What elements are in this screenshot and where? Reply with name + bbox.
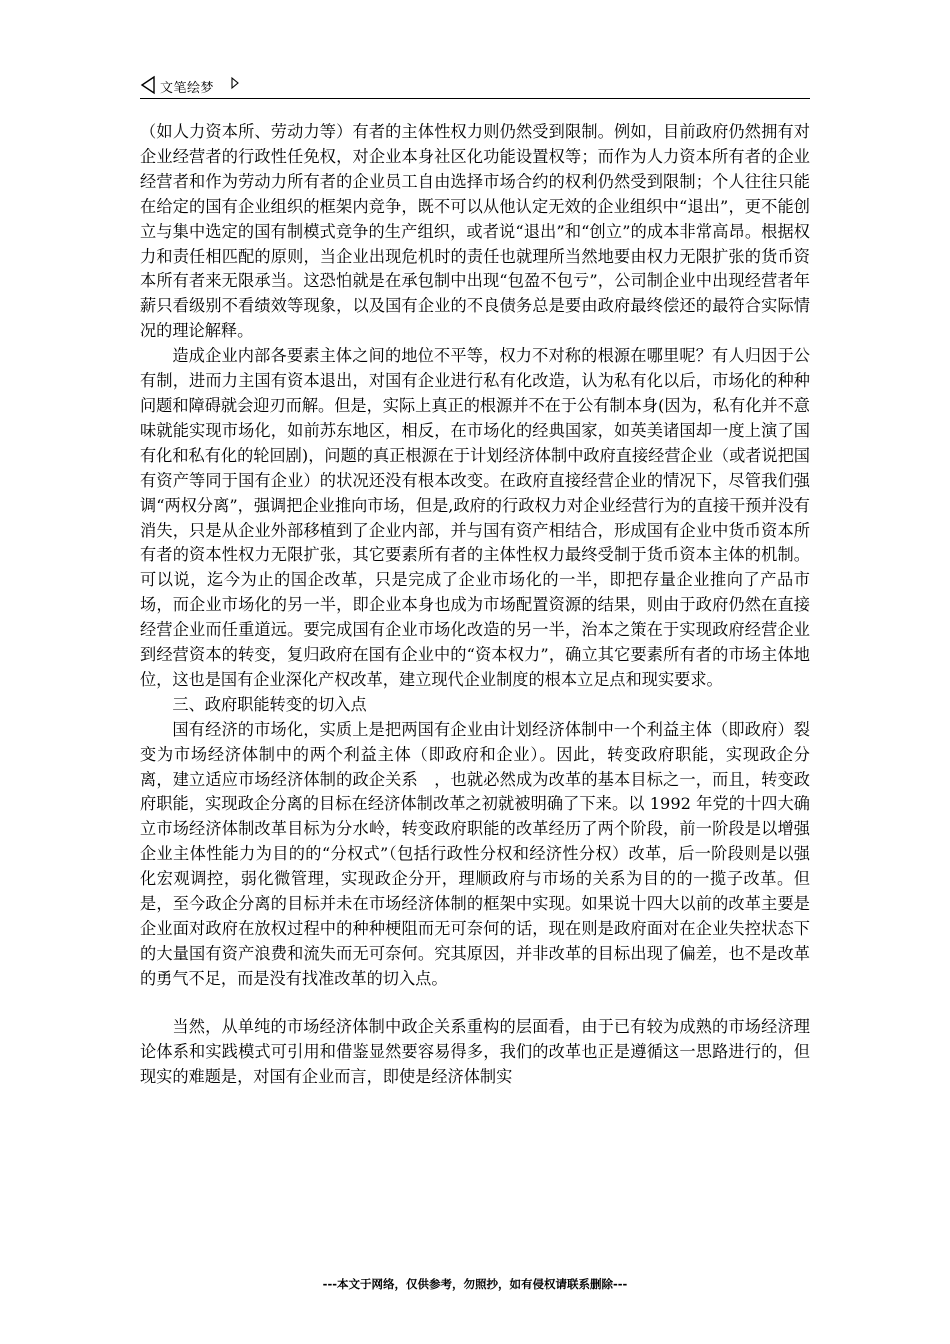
triangle-left-icon: [140, 75, 156, 95]
paragraph-2: 造成企业内部各要素主体之间的地位不平等，权力不对称的根源在哪里呢？有人归因于公有制，进而力主国有资本退出，对国有企业进行私有化改造，认为私有化以后，市场化的种种问题和障碍就会迎刃而解。但是，实际上真正的根源并不在于公有制本身(因为，私有化并不意味就能实现市场化，如前苏东地区，相反，在市场化的经典国家，如英美诸国却一度上演了国有化和私有化的轮回剧)，问题的真正根源在于计划经济体制中政府直接经营企业（或者说把国有资产等同于国有企业）的状况还没有根本改变。在政府直接经营企业的情况下，尽管我们强调“两权分离”，强调把企业推向市场，但是,政府的行政权力对企业经营行为的直接干预并没有消失，只是从企业外部移植到了企业内部，并与国有资产相结合，形成国有企业中货币资本所有者的资本性权力无限扩张，其它要素所有者的主体性权力最终受制于货币资本主体的机制。可以说，迄今为止的国企改革，只是完成了企业市场化的一半，即把存量企业推向了产品市场，而企业市场化的另一半，即企业本身也成为市场配置资源的结果，则由于政府仍然在直接经营企业而任重道远。要完成国有企业市场化改造的另一半，治本之策在于实现政府经营企业到经营资本的转变，复归政府在国有企业中的“资本权力”，确立其它要素所有者的市场主体地位，这也是国有企业深化产权改革，建立现代企业制度的根本立足点和现实要求。: [140, 346, 810, 689]
paragraph-3: 国有经济的市场化，实质上是把两国有企业由计划经济体制中一个利益主体（即政府）裂变为市场经济体制中的两个利益主体（即政府和企业）。因此，转变政府职能，实现政企分离，建立适应市场经济体制的政企关系 ，也就必然成为改革的基本目标之一，而且，转变政府职能，实现政企分离的目标在经济体制改革之初就被明确了下来。以 1992 年党的十四大确立市场经济体制改革目标为分水岭，转变政府职能的改革经历了两个阶段，前一阶段是以增强企业主体性能力为目的的“分权式”（包括行政性分权和经济性分权）改革，后一阶段则是以强化宏观调控，弱化微管理，实现政企分开，理顺政府与市场的关系为目的的一揽子改革。但是，至今政企分离的目标并未在市场经济体制的框架中实现。如果说十四大以前的改革主要是企业面对政府在放权过程中的种种梗阻而无可奈何的话，现在则是政府面对在企业失控状态下的大量国有资产浪费和流失而无可奈何。究其原因，并非改革的目标出现了偏差，也不是改革的勇气不足，而是没有找准改革的切入点。: [140, 719, 810, 988]
triangle-right-icon: [230, 76, 240, 90]
page-header: [140, 74, 810, 99]
paragraph-4: 当然，从单纯的市场经济体制中政企关系重构的层面看，由于已有较为成熟的市场经济理论体系和实践模式可引用和借鉴显然要容易得多，我们的改革也正是遵循这一思路进行的，但现实的难题是，对国有企业而言，即使是经济体制实: [140, 1016, 810, 1086]
paragraph-1: （如人力资本所、劳动力等）有者的主体性权力则仍然受到限制。例如，目前政府仍然拥有对企业经营者的行政性任免权，对企业本身社区化功能设置权等；而作为人力资本所有者的企业经营者和作为劳动力所有者的企业员工自由选择市场合约的权利仍然受到限制；个人往往只能在给定的国有企业组织的框架内竞争，既不可以从他认定无效的企业组织中“退出”，更不能创立与集中选定的国有制模式竞争的生产组织，或者说“退出”和“创立”的成本非常高昂。根据权力和责任相匹配的原则，当企业出现危机时的责任也就理所当然地要由权力无限扩张的货币资本所有者来无限承当。这恐怕就是在承包制中出现“包盈不包亏”，公司制企业中出现经营者年薪只看级别不看绩效等现象，以及国有企业的不良债务总是要由政府最终偿还的最符合实际情况的理论解释。: [140, 122, 810, 341]
section-heading: 三、政府职能转变的切入点: [172, 694, 367, 714]
document-body: [140, 120, 810, 1089]
header-brand: 文笔绘梦: [160, 81, 215, 96]
footer-notice: ---本文于网络，仅供参考，勿照抄，如有侵权请联系删除---: [322, 1277, 628, 1291]
